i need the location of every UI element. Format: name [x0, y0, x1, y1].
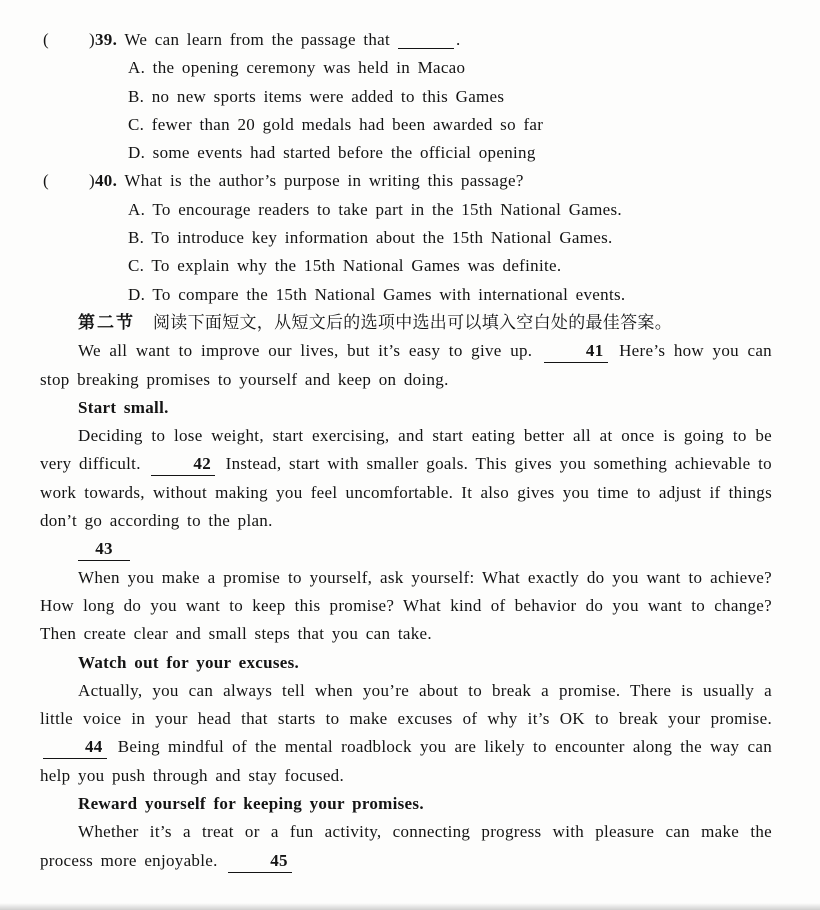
- section-instructions: 阅读下面短文，从短文后的选项中选出可以填入空白处的最佳答案。: [153, 312, 672, 332]
- paragraph-subheading: Start small.: [78, 397, 169, 417]
- option-line: B. no new sports items were added to this Games: [128, 86, 505, 106]
- open-paren: (: [43, 171, 49, 191]
- paragraph-text: Actually, you can always tell when you’re about to break a promise. There is usually a little voice in your head that starts to make excuses of why it’s OK to break your promise.: [40, 680, 772, 729]
- paragraph: [40, 677, 772, 790]
- paragraph-text: Whether it’s a treat or a fun activity, connecting progress with pleasure can make the process more enjoyable.: [40, 822, 772, 870]
- close-paren: ): [89, 171, 95, 191]
- question-block-40: [40, 167, 772, 308]
- numbered-blank-41: 41: [544, 340, 608, 363]
- close-paren: ): [89, 30, 95, 49]
- question-block-39: [40, 26, 772, 167]
- paragraph-text: Being mindful of the mental roadblock you are likely to encounter along the way can help you push through and stay focused.: [40, 737, 772, 785]
- section-two: [40, 309, 772, 875]
- question-number: 40.: [94, 171, 118, 191]
- option-line: B. To introduce key information about the 15th National Games.: [128, 228, 613, 248]
- paragraph-subheading: Watch out for your excuses.: [78, 652, 300, 672]
- option-line: A. the opening ceremony was held in Macao: [128, 58, 466, 78]
- paragraph-text: We all want to improve our lives, but it’s easy to give up.: [78, 341, 533, 361]
- question-number: 39.: [94, 30, 118, 49]
- paragraph: [40, 818, 772, 875]
- paragraph: When you make a promise to yourself, ask yourself: What exactly do you want to achieve? How long do you want to keep this promise? What kind of behavior do you want to change? Then create clear and small steps that you can take.: [40, 567, 772, 644]
- paragraph: [40, 337, 772, 394]
- numbered-blank-42: 42: [151, 453, 215, 476]
- numbered-blank-43: 43: [78, 538, 130, 561]
- option-line: D. some events had started before the official opening: [128, 143, 536, 163]
- numbered-blank-44: 44: [43, 736, 107, 759]
- option-line: D. To compare the 15th National Games with international events.: [128, 284, 626, 304]
- paragraph-subheading: Reward yourself for keeping your promises.: [78, 794, 424, 814]
- question-line: [40, 167, 772, 195]
- scan-artifact-bottom-edge: [0, 903, 820, 910]
- question-stem: We can learn from the passage that: [124, 30, 391, 49]
- question-stem: What is the author’s purpose in writing this passage?: [124, 171, 524, 191]
- option-line: C. fewer than 20 gold medals had been awarded so far: [128, 114, 544, 134]
- paragraph-text: Deciding to lose weight, start exercising, and start eating better all at once is going to be very difficult.: [40, 426, 772, 474]
- paragraph-text: Instead, start with smaller goals. This gives you something achievable to work towards, without making you feel uncomfortable. It also gives you time to adjust if things don’t go according to the plan.: [40, 454, 772, 531]
- option-line: C. To explain why the 15th National Games was definite.: [128, 256, 562, 276]
- stem-suffix: .: [456, 30, 461, 49]
- section-label: 第二节: [78, 312, 135, 332]
- numbered-blank-45: 45: [228, 850, 292, 873]
- question-line: [40, 26, 772, 54]
- option-line: A. To encourage readers to take part in the 15th National Games.: [128, 199, 622, 219]
- section-two-header: [78, 309, 772, 337]
- answer-blank-39: [398, 34, 454, 49]
- open-paren: (: [43, 30, 49, 49]
- paragraph-text: Here’s how you can stop breaking promises to yourself and keep on doing.: [40, 341, 772, 389]
- paragraph: [40, 422, 772, 535]
- standalone-blank-line: [75, 535, 772, 563]
